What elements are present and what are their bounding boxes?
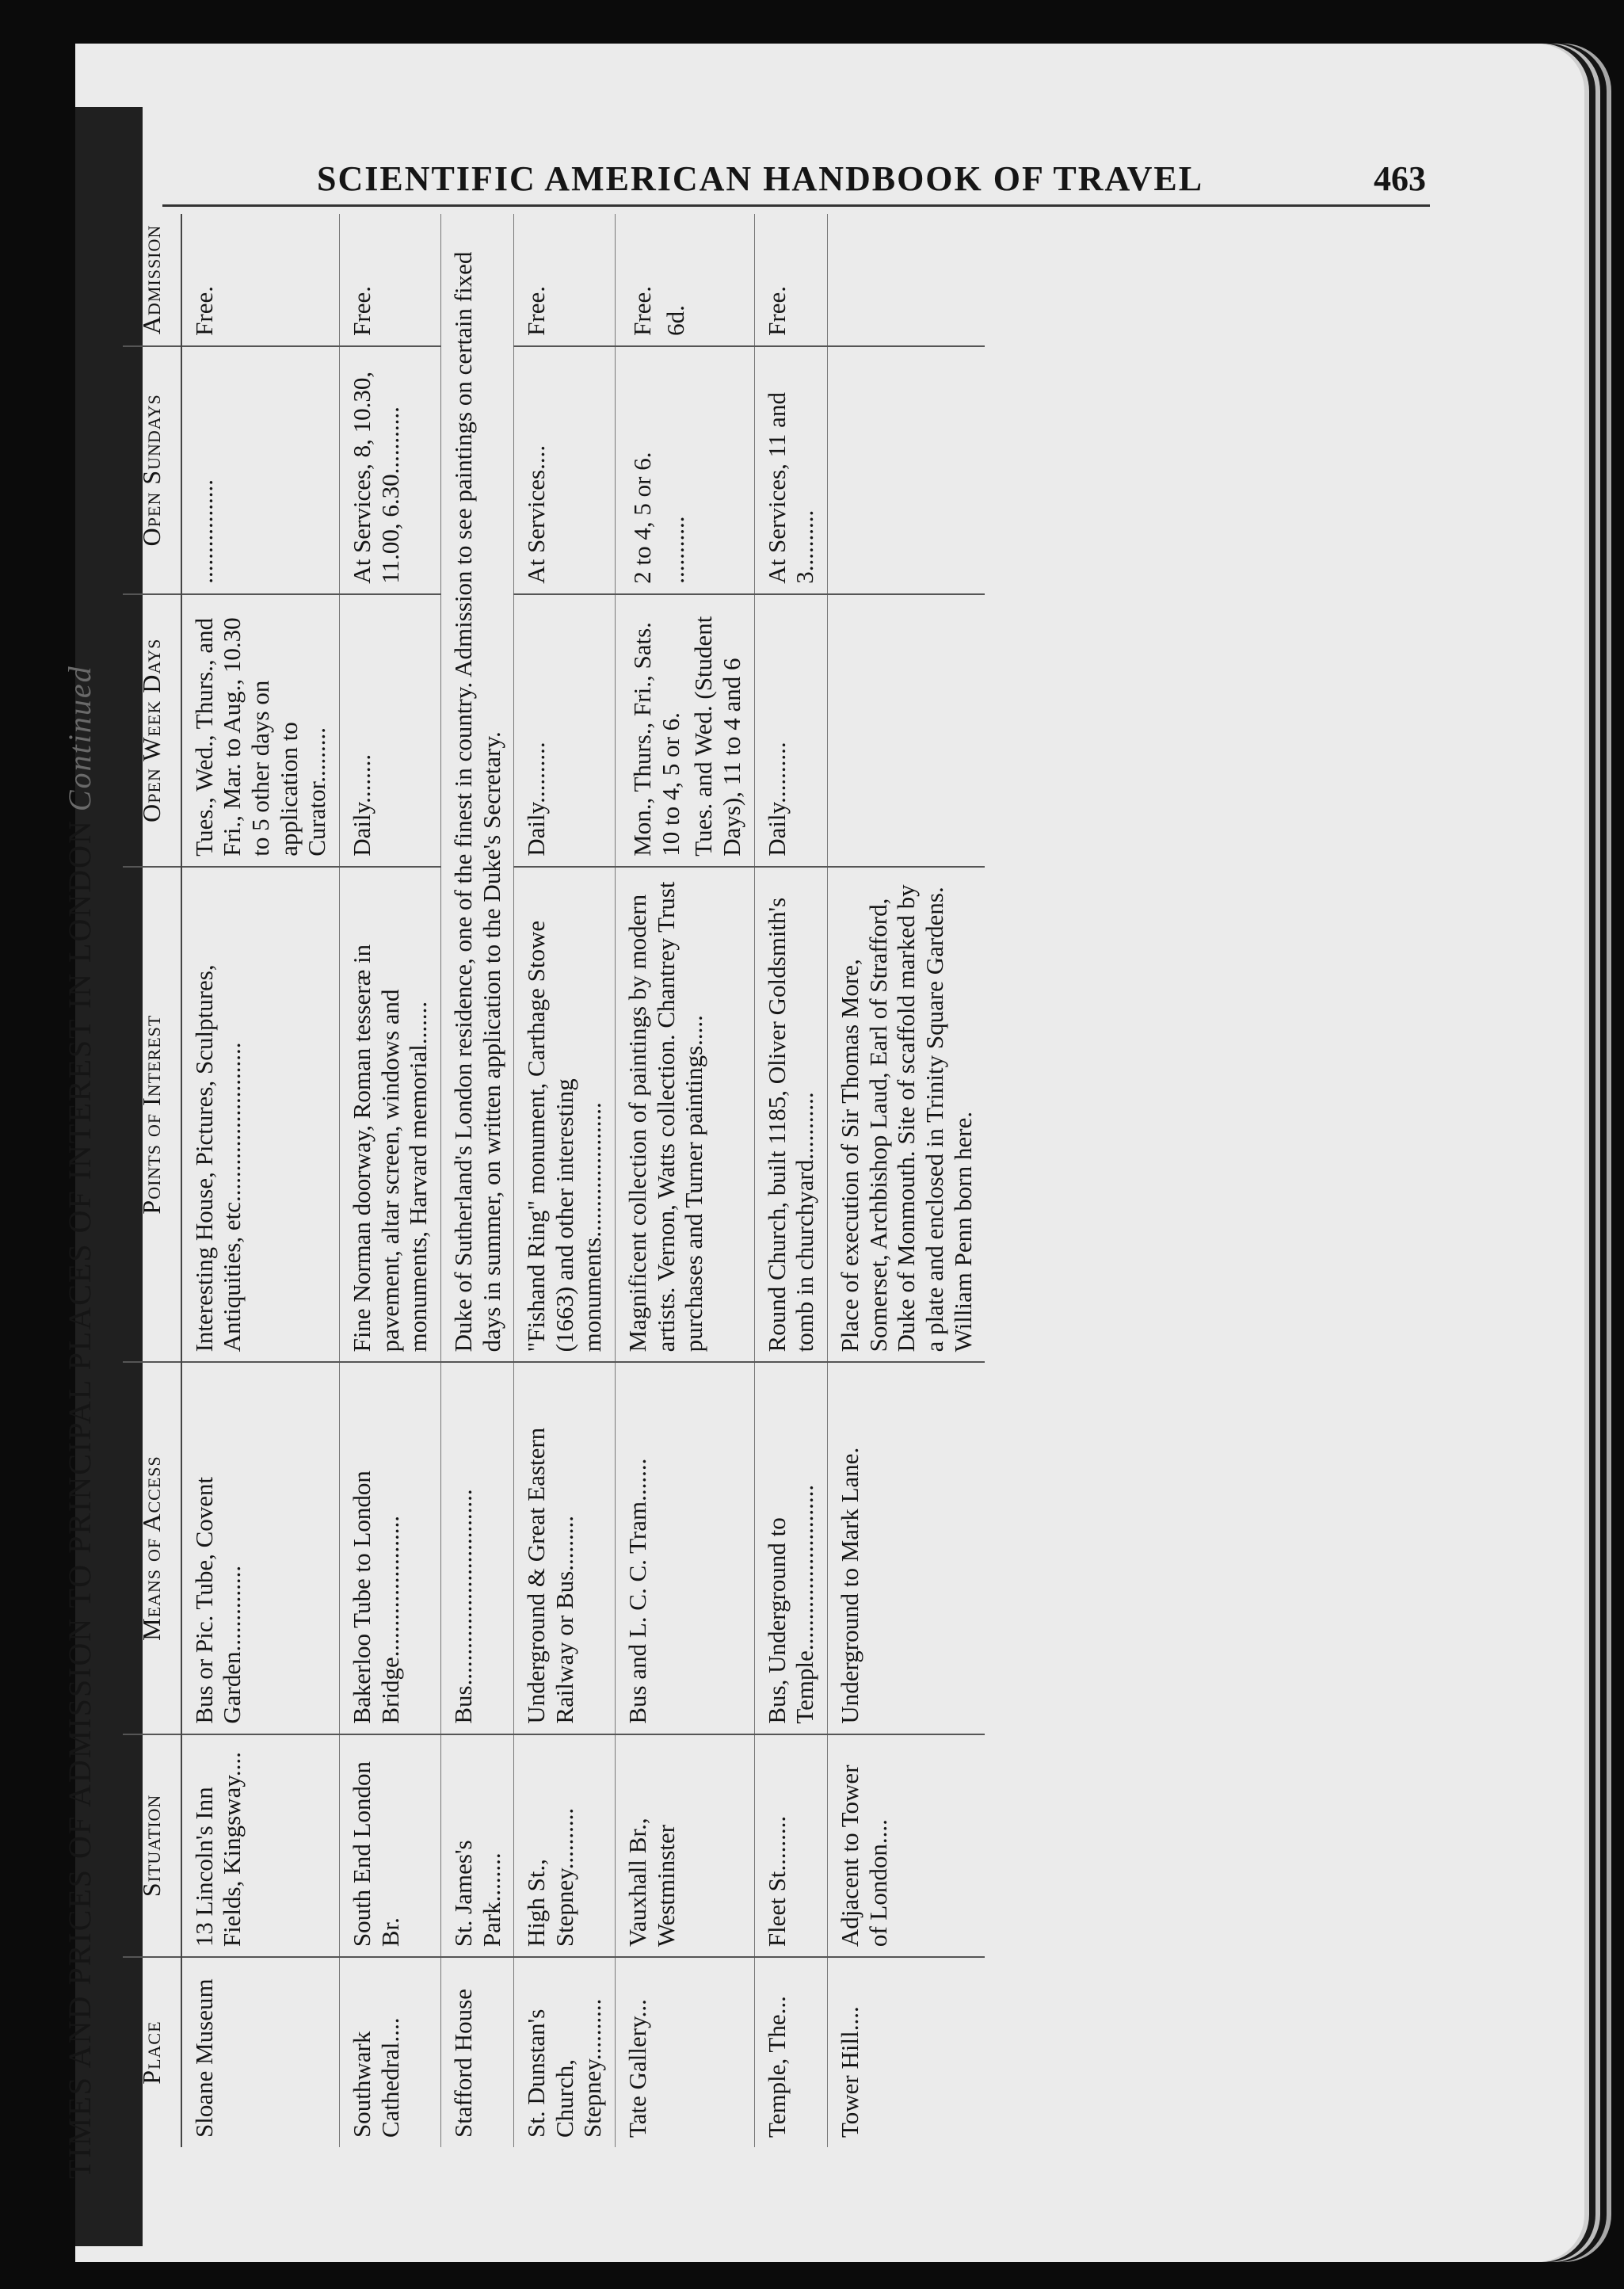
cell-sundays: .................: [181, 346, 340, 594]
admission-student: 6d.: [661, 305, 689, 336]
column-header-admission: Admission: [123, 214, 181, 346]
running-head: SCIENTIFIC AMERICAN HANDBOOK OF TRAVEL: [317, 159, 1204, 198]
admission-table: [123, 214, 985, 2147]
sundays-general: 2 to 4, 5 or 6.: [628, 452, 657, 584]
cell-situation: Adjacent to Tower of London....: [827, 1734, 985, 1958]
cell-note: Duke of Sutherland's London residence, one of the finest in country. Admission to see paintings on certain fixed days in summer, on written application to the Duke's Secretary.: [440, 214, 513, 1362]
cell-points: "Fishand Ring" monument, Carthage Stowe (1663) and other interesting monuments......................: [514, 867, 616, 1363]
cell-sundays: [827, 346, 985, 594]
cell-week-days: Daily..........: [754, 594, 827, 867]
cell-access: Underground & Great Eastern Railway or Bus.........: [514, 1362, 616, 1734]
cell-situation: South End London Br.: [340, 1734, 441, 1958]
cell-place: Tate Gallery...: [616, 1957, 755, 2147]
page-number: 463: [1374, 159, 1426, 198]
admission-general: Free.: [628, 286, 657, 336]
cell-situation: St. James's Park........: [440, 1734, 513, 1958]
cell-sundays: [616, 346, 755, 594]
cell-week-days: Tues., Wed., Thurs., and Fri., Mar. to Aug., 10.30 to 5 other days on application to Curator.........: [181, 594, 340, 867]
sundays-student: ...........: [661, 516, 689, 584]
cell-admission: Free.: [340, 214, 441, 346]
cell-week-days: Daily..........: [514, 594, 616, 867]
cell-week-days: [616, 594, 755, 867]
cell-access: Bus or Pic. Tube, Covent Garden..............: [181, 1362, 340, 1734]
table-row: [827, 214, 985, 2147]
cell-sundays: At Services, 11 and 3..........: [754, 346, 827, 594]
cell-situation: Vauxhall Br., Westminster: [616, 1734, 755, 1958]
cell-situation: 13 Lincoln's Inn Fields, Kingsway....: [181, 1734, 340, 1958]
cell-points: Interesting House, Pictures, Sculptures, Antiquities, etc..........................: [181, 867, 340, 1363]
week-days-general: Mon., Thurs., Fri., Sats. 10 to 4, 5 or 6.: [628, 622, 684, 856]
table-row: [340, 214, 441, 2147]
caption-text: TIMES AND PRICES OF ADMISSION TO PRINCIPAL PLACES OF INTEREST IN LONDON: [61, 819, 97, 2179]
table-caption: [48, 198, 111, 2179]
cell-access: Bakerloo Tube to London Bridge.......................: [340, 1362, 441, 1734]
cell-points: Place of execution of Sir Thomas More, Somerset, Archbishop Laud, Earl of Strafford, Duke of Monmouth. Site of scaffold marked by a plate and enclosed in Trinity Square Gardens. William Penn born here.: [827, 867, 985, 1363]
cell-place: Stafford House: [440, 1957, 513, 2147]
cell-access: Bus and L. C. C. Tram.......: [616, 1362, 755, 1734]
cell-admission: [616, 214, 755, 346]
column-header-place: Place: [123, 1957, 181, 2147]
cell-place: Southwark Cathedral....: [340, 1957, 441, 2147]
column-header-week-days: Open Week Days: [123, 594, 181, 867]
cell-place: Tower Hill....: [827, 1957, 985, 2147]
table-row: [754, 214, 827, 2147]
rotated-table-block: [48, 198, 1394, 2179]
cell-admission: Free.: [754, 214, 827, 346]
table-row: [616, 214, 755, 2147]
cell-points: Round Church, built 1185, Oliver Goldsmith's tomb in churchyard...........: [754, 867, 827, 1363]
column-header-access: Means of Access: [123, 1362, 181, 1734]
cell-situation: High St., Stepney..........: [514, 1734, 616, 1958]
column-header-sundays: Open Sundays: [123, 346, 181, 594]
cell-admission: [827, 214, 985, 346]
cell-place: Sloane Museum: [181, 1957, 340, 2147]
cell-access: Bus................................: [440, 1362, 513, 1734]
cell-place: St. Dunstan's Church, Stepney..........: [514, 1957, 616, 2147]
table-row: [440, 214, 513, 2147]
week-days-student: Tues. and Wed. (Student Days), 11 to 4 and 6: [689, 616, 746, 856]
cell-admission: Free.: [181, 214, 340, 346]
column-header-points: Points of Interest: [123, 867, 181, 1363]
cell-week-days: Daily........: [340, 594, 441, 867]
caption-continued: Continued: [61, 665, 97, 812]
column-header-situation: Situation: [123, 1734, 181, 1958]
cell-week-days: [827, 594, 985, 867]
table-header-row: [123, 214, 181, 2147]
cell-access: Underground to Mark Lane.: [827, 1362, 985, 1734]
cell-admission: Free.: [514, 214, 616, 346]
cell-access: Bus, Underground to Temple...........................: [754, 1362, 827, 1734]
cell-situation: Fleet St.........: [754, 1734, 827, 1958]
cell-place: Temple, The...: [754, 1957, 827, 2147]
cell-points: Magnificent collection of paintings by modern artists. Vernon, Watts collection. Chantrey Trust purchases and Turner paintings.....: [616, 867, 755, 1363]
cell-points: Fine Norman doorway, Roman tesseræ in pavement, altar screen, windows and monuments, Harvard memorial.......: [340, 867, 441, 1363]
cell-sundays: At Services, 8, 10.30, 11.00, 6.30...........: [340, 346, 441, 594]
table-row: [514, 214, 616, 2147]
cell-sundays: At Services....: [514, 346, 616, 594]
table-row: [181, 214, 340, 2147]
